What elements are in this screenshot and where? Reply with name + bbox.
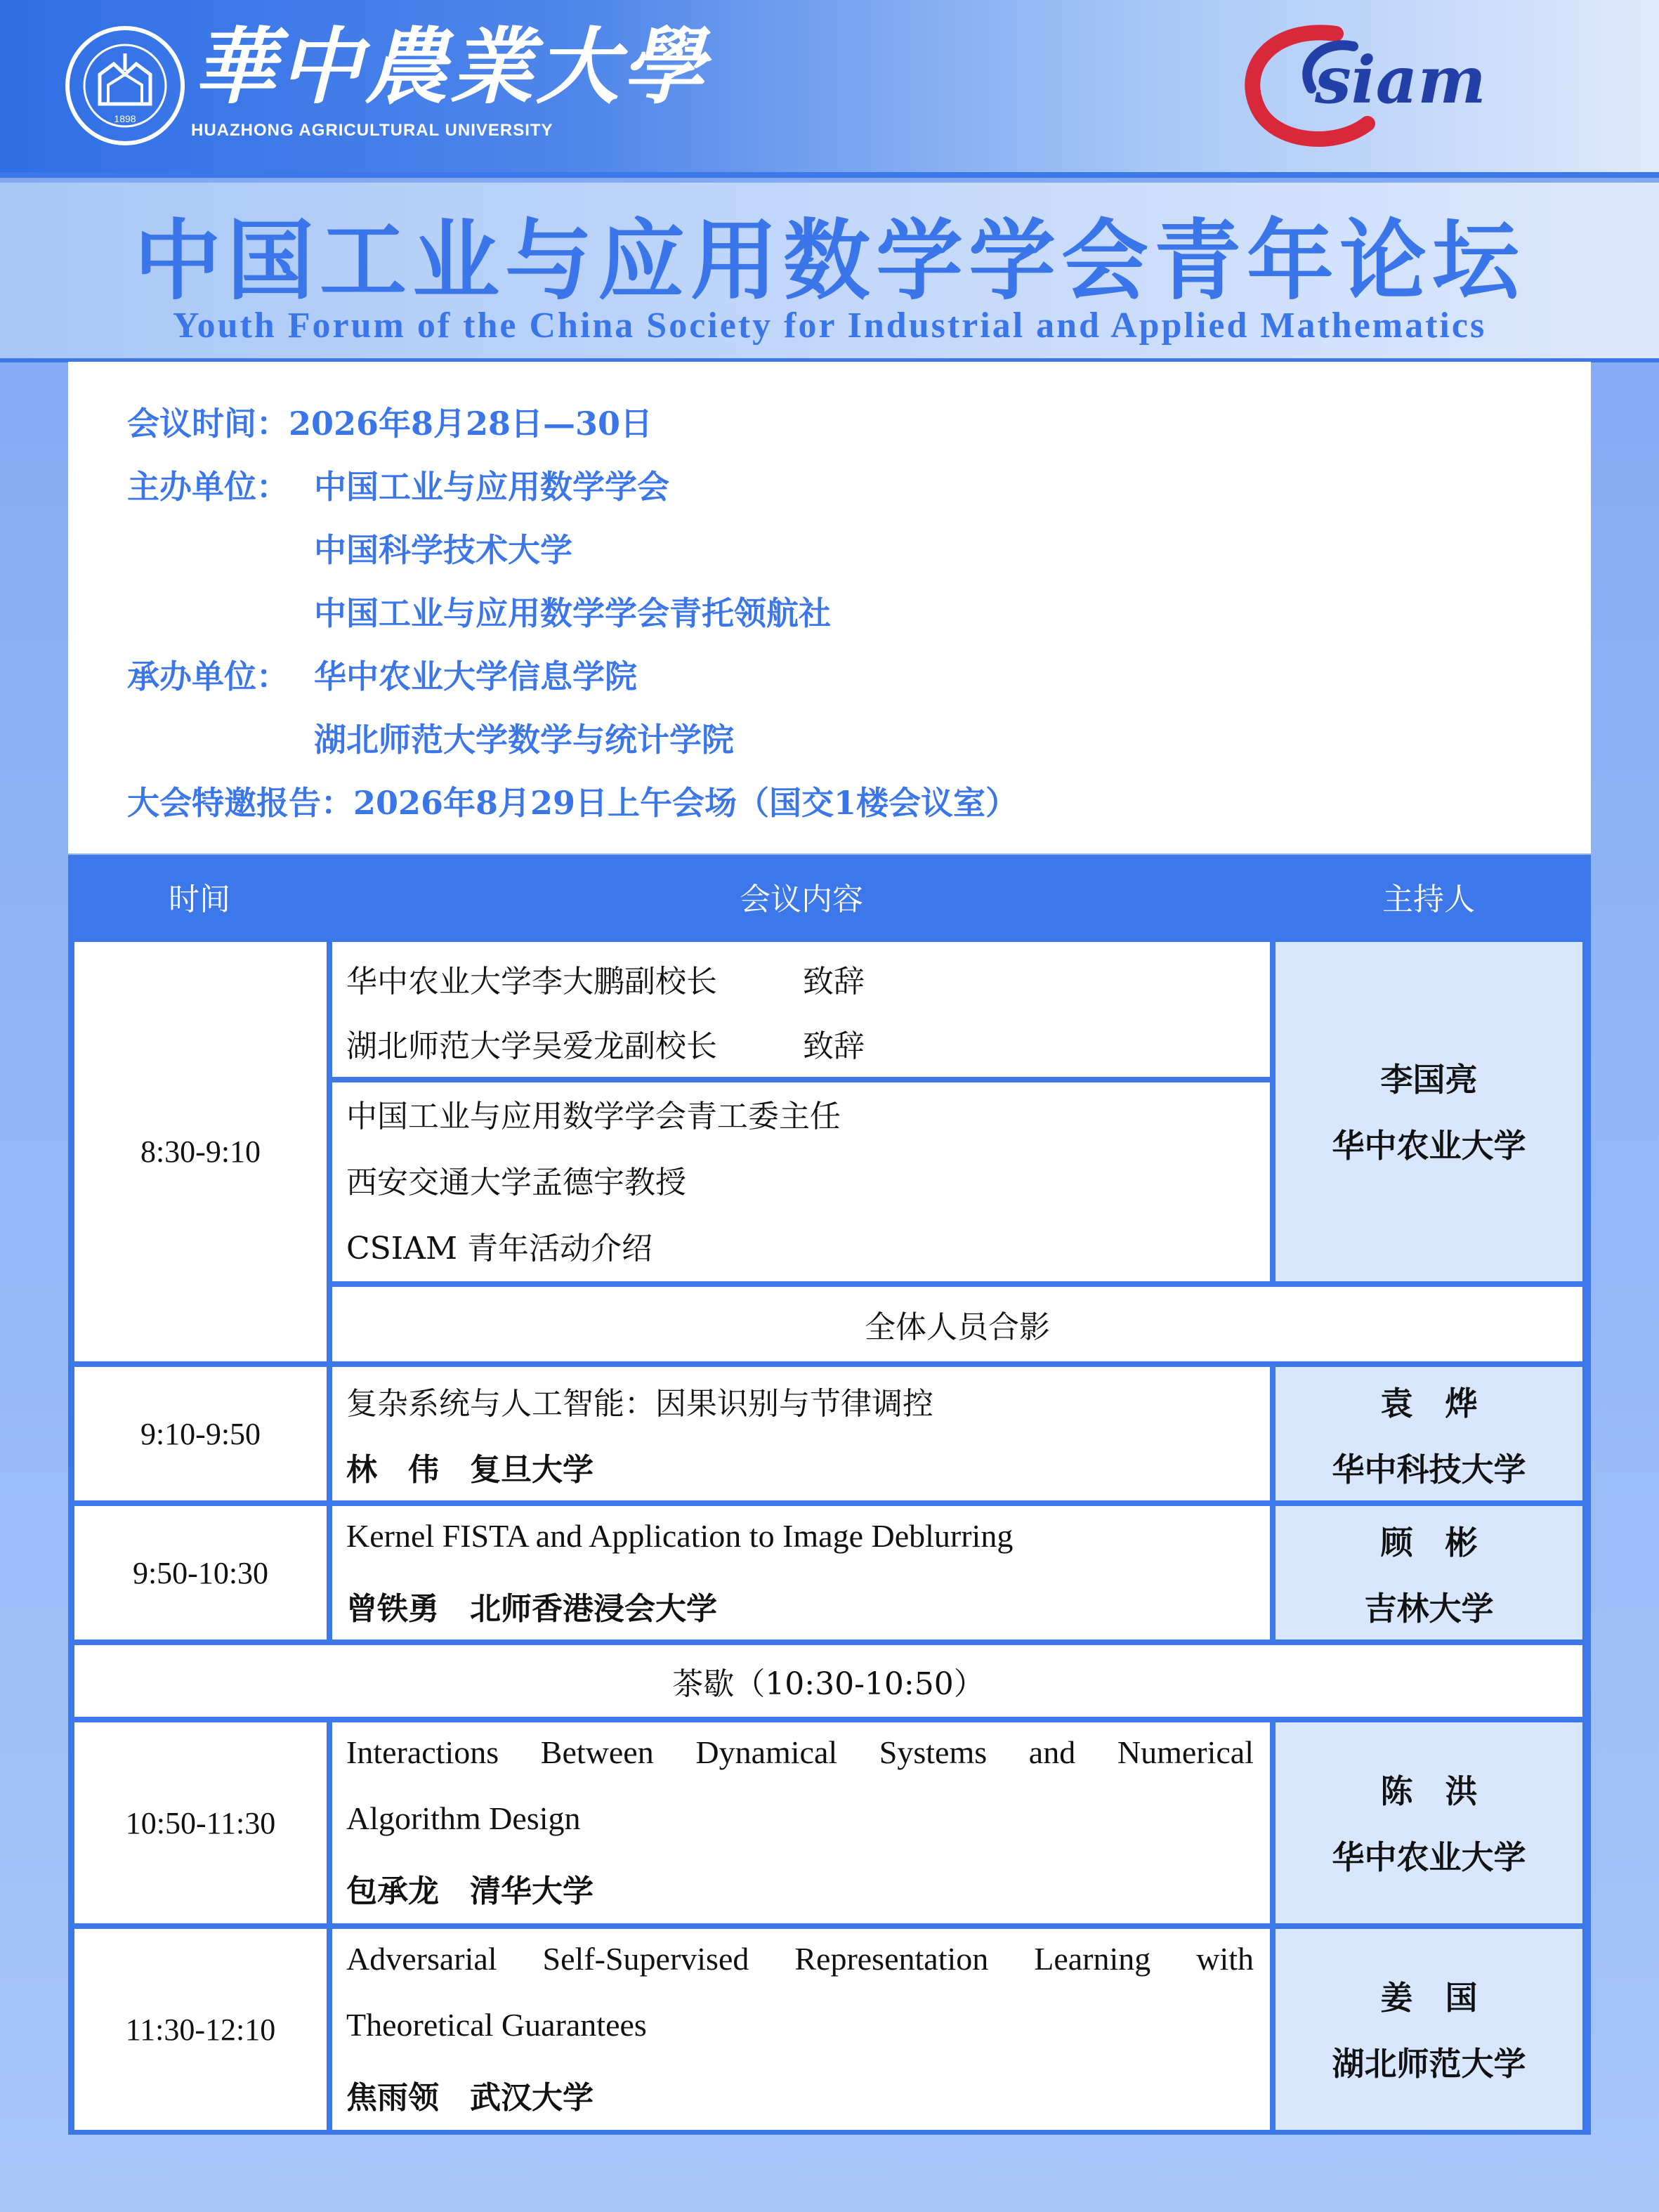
host-item: 中国工业与应用数学学会 [314, 468, 669, 506]
meeting-time-value: 2026年8月28日—30日 [289, 405, 653, 443]
chair-affiliation: 华中科技大学 [1332, 1451, 1526, 1488]
session-time: 11:30-12:10 [125, 2012, 276, 2047]
university-seal-icon [65, 25, 185, 146]
talk-title-line: Algorithm Design [346, 1800, 581, 1836]
university-name-en: HUAZHONG AGRICULTURAL UNIVERSITY [191, 121, 553, 140]
chair-name: 顾 彬 [1380, 1524, 1478, 1562]
talk-cell [332, 1722, 1270, 1923]
time-cell [74, 1506, 327, 1640]
chair-affiliation: 吉林大学 [1364, 1590, 1494, 1628]
session-time: 9:50-10:30 [132, 1555, 269, 1590]
organizer-item: 华中农业大学信息学院 [314, 657, 637, 695]
talk-title: Kernel FISTA and Application to Image Deblurring [346, 1518, 1014, 1554]
intro-line: 西安交通大学孟德宇教授 [346, 1165, 686, 1200]
organizer-item: 湖北师范大学数学与统计学院 [314, 721, 734, 759]
meeting-info [68, 362, 1591, 853]
talk-title: 复杂系统与人工智能：因果识别与节律调控 [346, 1386, 933, 1422]
time-cell [74, 942, 327, 1361]
intro-line: CSIAM 青年活动介绍 [346, 1231, 653, 1267]
talk-cell [332, 1506, 1270, 1640]
talk-title-line: Adversarial Self-Supervised Representation Learning with [346, 1941, 1254, 1977]
chair-name: 陈 洪 [1380, 1772, 1478, 1810]
column-header-chair: 主持人 [1382, 882, 1475, 917]
session-time: 10:50-11:30 [125, 1805, 276, 1840]
time-cell [74, 1367, 327, 1500]
session-time: 9:10-9:50 [140, 1416, 261, 1451]
time-cell [74, 1722, 327, 1923]
talk-speaker: 林 伟 复旦大学 [346, 1452, 594, 1488]
session-time: 8:30-9:10 [140, 1134, 261, 1169]
group-photo: 全体人员合影 [865, 1309, 1050, 1345]
host-item: 中国工业与应用数学学会青托领航社 [314, 594, 831, 632]
column-header-content: 会议内容 [740, 882, 863, 917]
chair-name: 李国亮 [1380, 1061, 1478, 1099]
talk-speaker: 焦雨领 武汉大学 [346, 2080, 594, 2116]
chair-affiliation: 华中农业大学 [1332, 1838, 1526, 1876]
opening-speeches-cell [332, 942, 1270, 1077]
svg-text:siam: siam [1315, 42, 1486, 118]
talk-cell [332, 1929, 1270, 2130]
time-cell [74, 1929, 327, 2130]
speech-action: 致辞 [803, 964, 865, 1000]
group-photo-cell [332, 1287, 1582, 1361]
chair-name: 袁 烨 [1380, 1385, 1478, 1422]
chair-affiliation: 湖北师范大学 [1332, 2045, 1526, 2083]
host-label: 主办单位： [127, 468, 289, 506]
chair-cell [1276, 942, 1582, 1281]
talk-title-line: Interactions Between Dynamical Systems and Numerical [346, 1734, 1254, 1770]
page-title: 中国工业与应用数学学会青年论坛 [133, 211, 1525, 312]
talk-title-line: Theoretical Guarantees [346, 2007, 647, 2043]
university-name-cn: 華中農業大學 [193, 18, 708, 115]
chair-cell [1276, 1929, 1582, 2130]
meeting-time-label: 会议时间： [127, 405, 289, 443]
talk-speaker: 曾铁勇 北师香港浸会大学 [346, 1591, 717, 1627]
keynote-info [127, 778, 1018, 824]
chair-cell [1276, 1722, 1582, 1923]
column-header-time: 时间 [169, 882, 230, 917]
host-item: 中国科学技术大学 [314, 531, 572, 569]
intro-line: 中国工业与应用数学学会青工委主任 [346, 1099, 841, 1134]
speech-line: 湖北师范大学吴爱龙副校长 [346, 1028, 717, 1064]
seal-year: 1898 [114, 113, 136, 124]
meeting-time [127, 398, 653, 445]
talk-speaker: 包承龙 清华大学 [346, 1873, 594, 1909]
keynote-value: 2026年8月29日上午会场（国交1楼会议室） [353, 784, 1018, 822]
tea-break: 茶歇（10:30-10:50） [672, 1666, 985, 1702]
chair-affiliation: 华中农业大学 [1332, 1127, 1526, 1165]
chair-cell [1276, 1506, 1582, 1640]
header-divider [0, 172, 1659, 178]
intro-cell [332, 1082, 1270, 1281]
csiam-logo [1231, 18, 1568, 152]
chair-name: 姜 国 [1380, 1979, 1478, 2017]
speech-line: 华中农业大学李大鹏副校长 [346, 964, 717, 1000]
keynote-label: 大会特邀报告： [127, 784, 353, 822]
talk-cell [332, 1367, 1270, 1500]
organizer-label: 承办单位： [127, 657, 289, 695]
page-subtitle: Youth Forum of the China Society for Industrial and Applied Mathematics [172, 306, 1487, 346]
speech-action: 致辞 [803, 1028, 865, 1064]
tea-break-row [74, 1645, 1582, 1717]
chair-cell [1276, 1367, 1582, 1500]
